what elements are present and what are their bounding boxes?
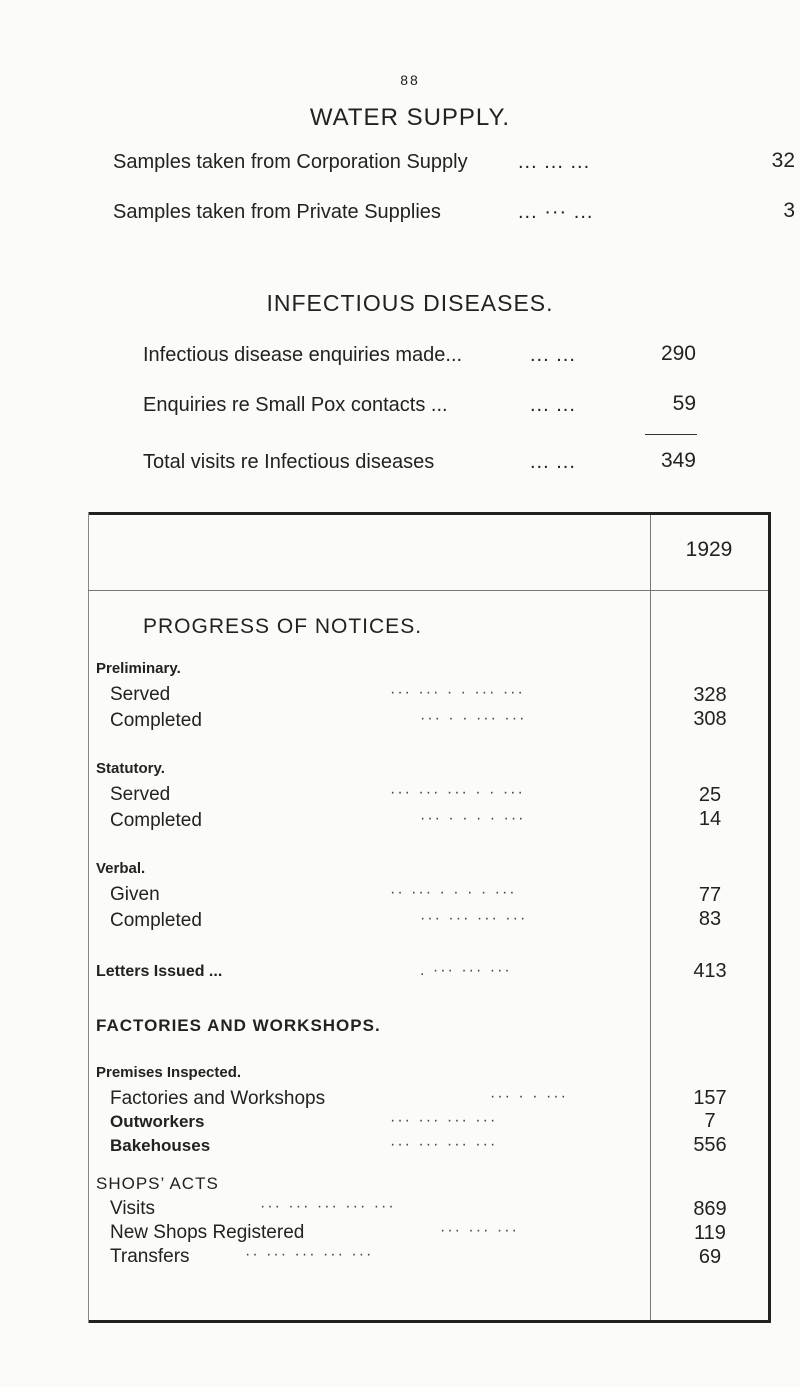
premises-item-value: 157 — [693, 1087, 727, 1109]
row-leader: ··· ··· ··· — [440, 1222, 519, 1239]
infectious-row-leader: ... ... — [530, 394, 576, 416]
verbal-given-value: 77 — [698, 884, 722, 906]
row-leader: ··· ··· ··· ··· — [390, 1112, 498, 1129]
verbal-label: Verbal. — [96, 860, 146, 877]
infectious-row-value: 59 — [672, 392, 696, 415]
factories-workshops-title: FACTORIES AND WORKSHOPS. — [96, 1016, 381, 1035]
infectious-row-value: 290 — [660, 342, 696, 365]
sum-rule — [645, 434, 697, 435]
statutory-served-value: 25 — [698, 784, 722, 806]
infectious-row-leader: ... ... — [530, 344, 576, 366]
shops-acts-title: SHOPS’ ACTS — [96, 1174, 219, 1193]
row-leader: ··· · · ··· — [490, 1088, 568, 1105]
table-column-separator — [650, 515, 651, 1320]
infectious-total-value: 349 — [660, 449, 696, 472]
shops-item-value: 869 — [693, 1198, 727, 1220]
preliminary-label: Preliminary. — [96, 660, 181, 677]
water-row-label: Samples taken from Private Supplies — [113, 201, 441, 223]
infectious-row-label: Infectious disease enquiries made... — [143, 344, 463, 366]
premises-item-label: Outworkers — [110, 1112, 205, 1131]
water-supply-title: WATER SUPPLY. — [309, 104, 511, 131]
premises-item-value: 7 — [704, 1110, 716, 1132]
premises-inspected-label: Premises Inspected. — [96, 1064, 242, 1081]
infectious-total-leader: ... ... — [530, 451, 576, 473]
water-row-value: 32 — [771, 149, 795, 172]
table-year-header: 1929 — [685, 538, 733, 561]
infectious-total-label: Total visits re Infectious diseases — [143, 451, 435, 473]
shops-item-label: Transfers — [110, 1246, 190, 1267]
table-right-border — [768, 512, 771, 1323]
infectious-diseases-title: INFECTIOUS DISEASES. — [266, 290, 554, 316]
water-row-value: 3 — [783, 199, 795, 222]
statutory-served-label: Served — [110, 784, 171, 805]
water-row-leader: ... ··· ... — [518, 201, 594, 223]
table-top-border — [88, 512, 771, 515]
letters-issued-value: 413 — [693, 960, 727, 982]
letters-issued-label: Letters Issued ... — [96, 963, 223, 980]
statutory-completed-label: Completed — [110, 810, 202, 831]
statutory-completed-value: 14 — [698, 808, 722, 830]
row-leader: ·· ··· ··· ··· ··· — [245, 1246, 374, 1263]
table-bottom-border — [88, 1320, 771, 1323]
preliminary-served-label: Served — [110, 684, 171, 705]
row-leader: ··· ··· ··· · · ··· — [390, 784, 525, 801]
shops-item-value: 69 — [698, 1246, 722, 1268]
shops-item-value: 119 — [694, 1222, 726, 1244]
row-leader: ··· ··· ··· ··· ··· — [260, 1198, 396, 1215]
premises-item-value: 556 — [693, 1134, 727, 1156]
statutory-label: Statutory. — [96, 760, 165, 777]
table-left-border — [88, 512, 89, 1323]
row-leader: ··· · · ··· ··· — [420, 710, 527, 727]
preliminary-completed-label: Completed — [110, 710, 202, 731]
row-leader: ··· ··· · · ··· ··· — [390, 684, 525, 701]
row-leader: ··· ··· ··· ··· — [390, 1136, 498, 1153]
water-row-leader: ... ... ... — [518, 151, 591, 173]
row-leader: . ··· ··· ··· — [420, 962, 512, 979]
shops-item-label: New Shops Registered — [110, 1222, 305, 1243]
premises-item-label: Bakehouses — [110, 1136, 211, 1155]
water-row-label: Samples taken from Corporation Supply — [113, 151, 468, 173]
progress-of-notices-title: PROGRESS OF NOTICES. — [143, 615, 423, 638]
premises-item-label: Factories and Workshops — [110, 1088, 326, 1109]
row-leader: ·· ··· · · · · ··· — [390, 884, 517, 901]
shops-item-label: Visits — [110, 1198, 156, 1219]
page-number: 88 — [400, 72, 420, 88]
preliminary-served-value: 328 — [693, 684, 727, 706]
infectious-row-label: Enquiries re Small Pox contacts ... — [143, 394, 448, 416]
verbal-completed-value: 83 — [698, 908, 722, 930]
preliminary-completed-value: 308 — [693, 708, 727, 730]
row-leader: ··· ··· ··· ··· — [420, 910, 528, 927]
table-header-rule — [88, 590, 768, 591]
verbal-given-label: Given — [110, 884, 160, 905]
verbal-completed-label: Completed — [110, 910, 202, 931]
row-leader: ··· · · · · ··· — [420, 810, 526, 827]
